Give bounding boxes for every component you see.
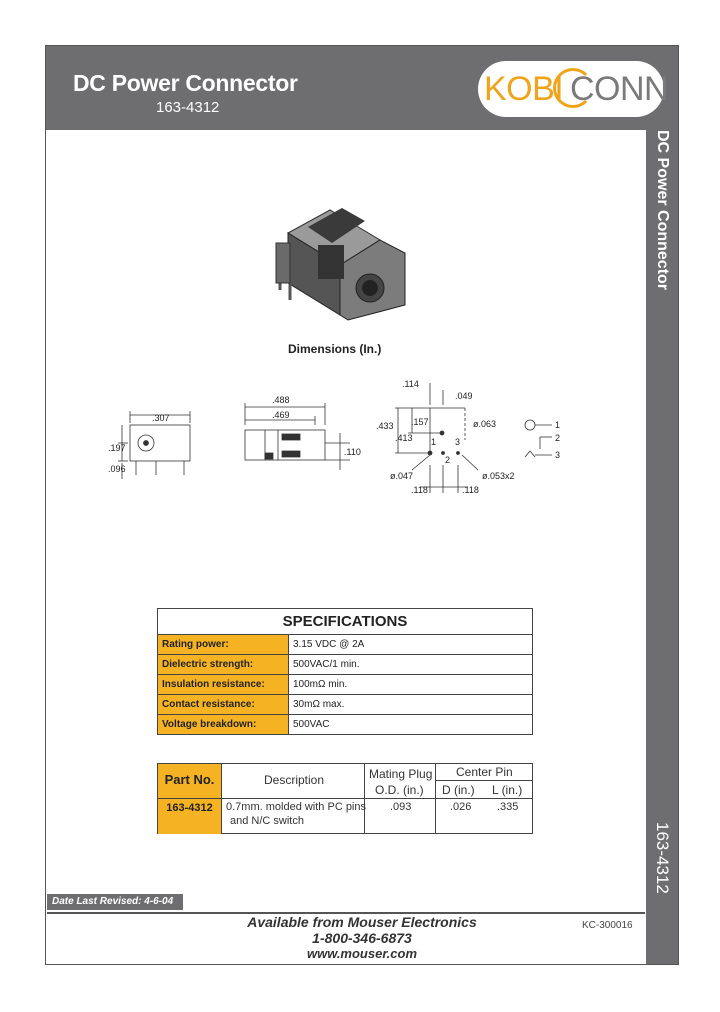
parts-table — [157, 763, 533, 834]
page-title: DC Power Connector — [73, 70, 298, 96]
date-revised: Date Last Revised: 4-6-04 — [47, 894, 183, 910]
cell-part-no: 163-4312 — [158, 799, 221, 834]
spec-row — [158, 695, 533, 715]
dim-096: .096 — [108, 464, 126, 474]
spec-label: Dielectric strength: — [158, 655, 289, 675]
divider — [364, 764, 365, 834]
logo-kobi: KOBI — [484, 70, 564, 108]
divider — [435, 780, 533, 781]
specifications-heading: SPECIFICATIONS — [158, 609, 533, 635]
spec-label: Insulation resistance: — [158, 675, 289, 695]
spec-label: Contact resistance: — [158, 695, 289, 715]
available-from: Available from Mouser Electronics — [247, 914, 477, 930]
dim-157: .157 — [411, 417, 429, 427]
specifications-table — [157, 608, 533, 735]
header-mating-plug: Mating Plug — [369, 767, 433, 781]
dim-433: .433 — [376, 421, 394, 431]
website-link[interactable]: www.mouser.com — [306, 946, 418, 961]
dim-118b: .118 — [462, 485, 479, 495]
header-od: O.D. (in.) — [375, 783, 424, 797]
dim-307: .307 — [152, 413, 170, 423]
sidebar-part-number: 163-4312 — [653, 822, 672, 894]
side-view — [245, 403, 350, 470]
dim-phi063: ø.063 — [473, 419, 497, 429]
header-description: Description — [264, 773, 325, 787]
cell-description-line2: and N/C switch — [230, 815, 304, 827]
dim-488: .488 — [272, 395, 290, 405]
schematic-pin-3: 3 — [555, 450, 561, 460]
dim-469: .469 — [272, 410, 290, 420]
schematic-pin-1: 1 — [555, 420, 561, 430]
header-center-pin: Center Pin — [456, 765, 513, 779]
dim-118a: .118 — [411, 485, 428, 495]
spec-value: 3.15 VDC @ 2A — [289, 635, 533, 655]
dimensions-label: Dimensions (In.) — [288, 342, 382, 356]
document-code: KC-300016 — [582, 920, 633, 931]
cell-od: .093 — [390, 801, 412, 813]
dimension-drawings — [100, 375, 580, 505]
dim-110: .110 — [344, 447, 361, 457]
dim-197: .197 — [108, 443, 126, 453]
cell-l: .335 — [497, 801, 519, 813]
spec-label: Voltage breakdown: — [158, 715, 289, 735]
divider — [435, 764, 436, 834]
logo-conn: CONN — [570, 70, 669, 108]
schematic-pin-2: 2 — [555, 433, 561, 443]
header-part-no: Part No. — [158, 764, 221, 798]
pin-3-label: 3 — [455, 437, 461, 447]
dim-114: .114 — [402, 379, 419, 389]
part-number: 163-4312 — [156, 99, 220, 116]
schematic-symbol — [525, 420, 552, 457]
spec-value: 100mΩ min. — [289, 675, 533, 695]
spec-value: 500VAC — [289, 715, 533, 735]
cell-description-line1: 0.7mm. molded with PC pins — [226, 801, 366, 813]
divider — [158, 798, 533, 799]
spec-label: Rating power: — [158, 635, 289, 655]
spec-value: 500VAC/1 min. — [289, 655, 533, 675]
sidebar-title: DC Power Connector — [654, 130, 671, 291]
dim-413: .413 — [395, 433, 413, 443]
header-l: L (in.) — [492, 783, 523, 797]
spec-row — [158, 635, 533, 655]
pin-1-label: 1 — [431, 437, 437, 447]
connector-illustration — [270, 205, 410, 325]
dim-phi053: ø.053x2 — [482, 471, 515, 481]
spec-row — [158, 655, 533, 675]
spec-row — [158, 675, 533, 695]
pin-2-label: 2 — [445, 455, 451, 465]
spec-value: 30mΩ max. — [289, 695, 533, 715]
dim-049: .049 — [455, 391, 473, 401]
phone-number: 1-800-346-6873 — [312, 930, 412, 946]
header-d: D (in.) — [442, 783, 475, 797]
spec-row — [158, 715, 533, 735]
dim-phi047: ø.047 — [390, 471, 414, 481]
divider — [221, 764, 222, 834]
cell-d: .026 — [450, 801, 472, 813]
